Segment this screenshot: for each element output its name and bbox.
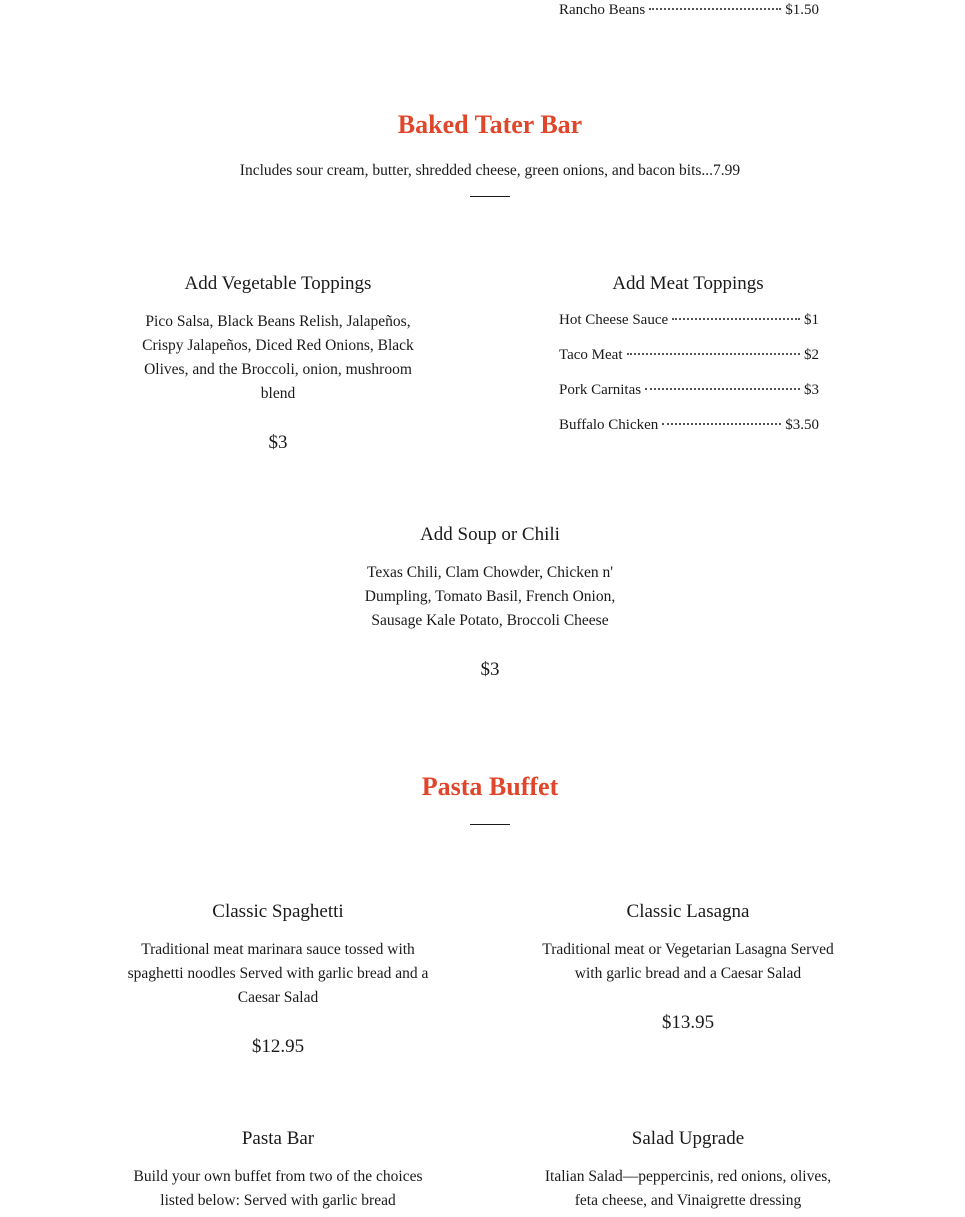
meat-toppings-title: Add Meat Toppings xyxy=(612,273,764,294)
spaghetti-title: Classic Spaghetti xyxy=(212,901,344,922)
topping-name: Buffalo Chicken xyxy=(559,417,659,433)
dot-leader xyxy=(662,423,781,425)
salad-upgrade-title: Salad Upgrade xyxy=(631,1128,745,1149)
topping-price: $3 xyxy=(804,382,819,398)
soup-chili-title: Add Soup or Chili xyxy=(420,524,560,545)
topping-name: Pork Carnitas xyxy=(559,382,642,398)
lasagna-title: Classic Lasagna xyxy=(626,901,750,922)
meat-topping-row xyxy=(559,345,819,365)
spaghetti-desc: Traditional meat marinara sauce tossed with spaghetti noodles Served with garlic bread and a Caesar Salad xyxy=(127,941,429,1006)
veg-toppings-desc: Pico Salsa, Black Beans Relish, Jalapeños, Crispy Jalapeños, Diced Red Onions, Black Olives, and the Broccoli, onion, mushroom blend xyxy=(142,313,414,402)
section-divider xyxy=(470,196,510,197)
item-price: $1.50 xyxy=(785,2,819,18)
pasta-bar-desc: Build your own buffet from two of the choices listed below: Served with garlic bread xyxy=(133,1168,423,1209)
topping-price: $3.50 xyxy=(785,417,819,433)
meat-topping-row xyxy=(559,380,819,400)
topping-price: $1 xyxy=(804,312,819,328)
section-subtitle-tater-bar: Includes sour cream, butter, shredded cheese, green onions, and bacon bits...7.99 xyxy=(239,162,741,179)
section-divider xyxy=(470,824,510,825)
menu-item-rancho-beans xyxy=(559,0,819,20)
section-title-tater-bar: Baked Tater Bar xyxy=(397,110,583,139)
lasagna-price: $13.95 xyxy=(661,1012,715,1033)
dot-leader xyxy=(649,8,781,10)
veg-toppings-price: $3 xyxy=(268,432,288,453)
topping-name: Hot Cheese Sauce xyxy=(559,312,669,328)
section-title-pasta-buffet: Pasta Buffet xyxy=(421,772,559,801)
soup-chili-price: $3 xyxy=(480,659,500,680)
meat-topping-row xyxy=(559,415,819,435)
dot-leader xyxy=(672,318,800,320)
meat-topping-row xyxy=(559,310,819,330)
topping-name: Taco Meat xyxy=(559,347,623,363)
pasta-bar-title: Pasta Bar xyxy=(241,1128,315,1149)
spaghetti-price: $12.95 xyxy=(251,1036,305,1057)
item-name: Rancho Beans xyxy=(559,2,646,18)
lasagna-desc: Traditional meat or Vegetarian Lasagna Served with garlic bread and a Caesar Salad xyxy=(542,941,834,982)
salad-upgrade-desc: Italian Salad—peppercinis, red onions, olives, feta cheese, and Vinaigrette dressing xyxy=(544,1168,832,1209)
dot-leader xyxy=(645,388,800,390)
soup-chili-desc: Texas Chili, Clam Chowder, Chicken n' Dumpling, Tomato Basil, French Onion, Sausage Kale Potato, Broccoli Cheese xyxy=(364,564,616,629)
dot-leader xyxy=(627,353,800,355)
topping-price: $2 xyxy=(804,347,819,363)
veg-toppings-title: Add Vegetable Toppings xyxy=(184,273,372,294)
